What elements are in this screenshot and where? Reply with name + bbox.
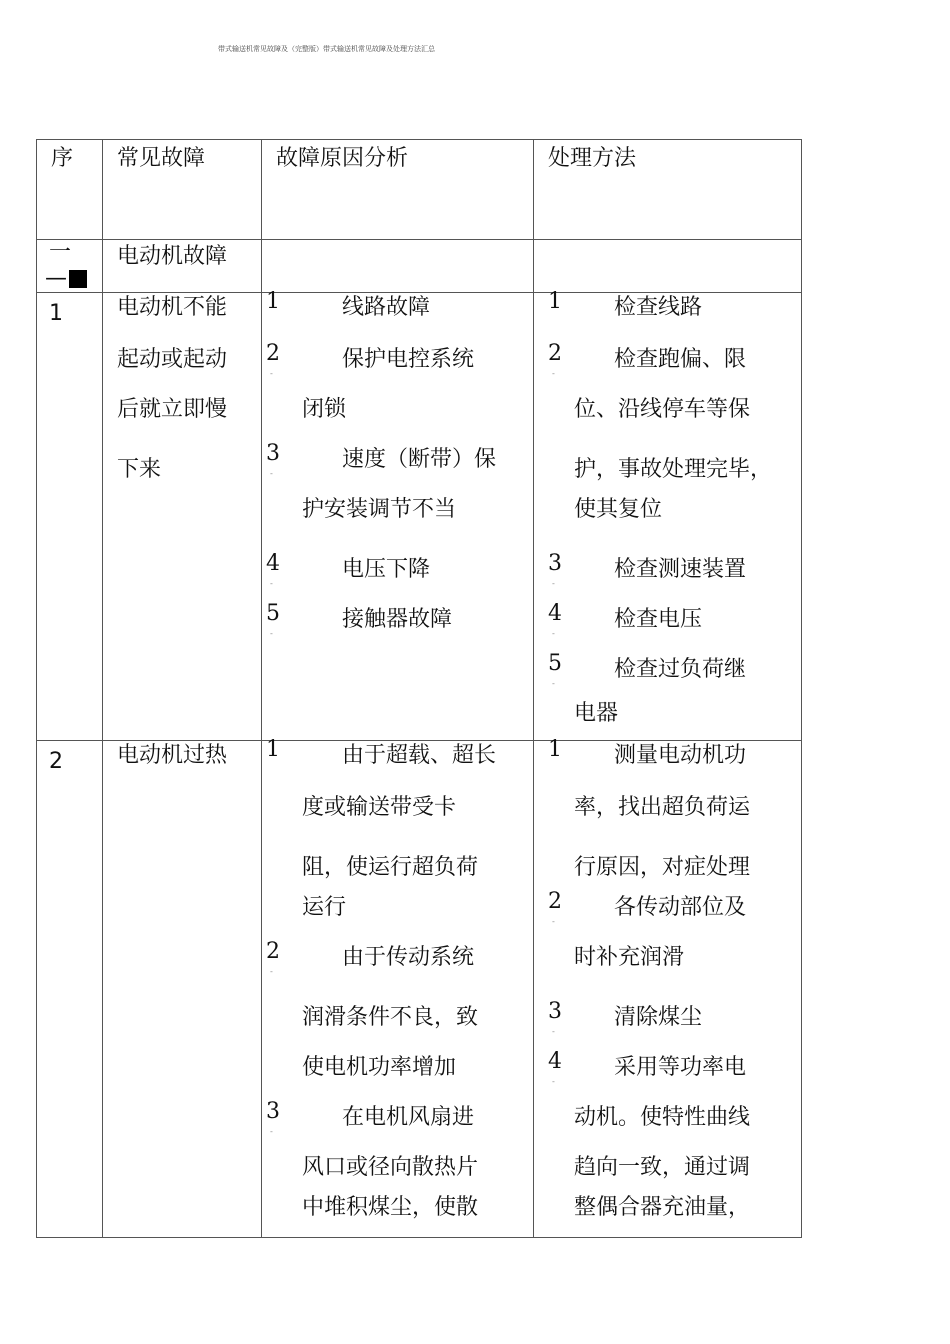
cause-line: 电压下降 [342, 557, 431, 582]
method-number: 2 [548, 341, 562, 366]
square-mark-icon [69, 270, 87, 288]
cause-line: 润滑条件不良，致 [302, 1005, 479, 1030]
section-row [37, 240, 802, 293]
fault-line: 起动或起动 [117, 347, 228, 372]
cause-line: 护安装调节不当 [302, 497, 457, 522]
cause-line: 风口或径向散热片 [302, 1155, 479, 1180]
method-line: 动机。使特性曲线 [574, 1105, 751, 1130]
list-marker-icon: - [552, 369, 555, 378]
list-marker-icon: - [270, 967, 273, 976]
method-line: 位、沿线停车等保 [574, 397, 751, 422]
cause-number: 3 [266, 1099, 280, 1124]
method-line: 整偶合器充油量， [574, 1195, 751, 1220]
method-line: 检查过负荷继 [614, 657, 747, 682]
fault-line: 后就立即慢 [117, 397, 228, 422]
cause-line: 接触器故障 [342, 607, 453, 632]
method-line: 使其复位 [574, 497, 663, 522]
cause-line: 速度（断带）保 [342, 447, 497, 472]
method-line: 检查测速装置 [614, 557, 747, 582]
method-number: 4 [548, 601, 562, 626]
method-line: 检查电压 [614, 607, 703, 632]
table-header-row [37, 140, 802, 240]
method-number: 3 [548, 551, 562, 576]
method-number: 4 [548, 1049, 562, 1074]
cause-number: 2 [266, 341, 280, 366]
cause-line: 在电机风扇进 [342, 1105, 475, 1130]
list-marker-icon: - [270, 579, 273, 588]
fault-line: 电动机不能 [117, 295, 228, 320]
list-marker-icon: - [552, 629, 555, 638]
cause-line: 由于超载、超长 [342, 743, 497, 768]
method-number: 5 [548, 651, 562, 676]
method-number: 1 [548, 289, 562, 314]
page-header: 带式输送机常见故障及（完整版）带式输送机常见故障及处理方法汇总 [218, 45, 435, 53]
list-marker-icon: - [552, 679, 555, 688]
row-index: 1 [49, 301, 63, 326]
method-line: 检查线路 [614, 295, 703, 320]
method-number: 3 [548, 999, 562, 1024]
list-marker-icon: - [552, 579, 555, 588]
section-title: 电动机故障 [103, 240, 262, 293]
method-line: 清除煤尘 [614, 1005, 703, 1030]
list-marker-icon: - [270, 469, 273, 478]
cause-number: 2 [266, 939, 280, 964]
fault-table [36, 139, 802, 1238]
cause-number: 1 [266, 737, 280, 762]
method-line: 时补充润滑 [574, 945, 685, 970]
method-line: 各传动部位及 [614, 895, 747, 920]
header-method: 处理方法 [534, 140, 802, 240]
cause-line: 由于传动系统 [342, 945, 475, 970]
cause-number: 3 [266, 441, 280, 466]
cause-line: 闭锁 [302, 397, 347, 422]
list-marker-icon: - [552, 1077, 555, 1086]
cause-line: 阻，使运行超负荷 [302, 855, 479, 880]
method-line: 护，事故处理完毕， [574, 457, 773, 482]
list-marker-icon: - [270, 1127, 273, 1136]
header-cause: 故障原因分析 [262, 140, 534, 240]
method-line: 测量电动机功 [614, 743, 747, 768]
method-line: 电器 [574, 701, 619, 726]
list-marker-icon: - [270, 369, 273, 378]
cause-number: 4 [266, 551, 280, 576]
cause-line: 使电机功率增加 [302, 1055, 457, 1080]
method-line: 采用等功率电 [614, 1055, 747, 1080]
method-line: 率，找出超负荷运 [574, 795, 751, 820]
section-index: 一 — [37, 240, 103, 293]
header-fault: 常见故障 [103, 140, 262, 240]
cause-line: 度或输送带受卡 [302, 795, 457, 820]
header-index: 序 [37, 140, 103, 240]
method-line: 行原因，对症处理 [574, 855, 751, 880]
method-line: 趋向一致，通过调 [574, 1155, 751, 1180]
list-marker-icon: - [552, 917, 555, 926]
cause-number: 5 [266, 601, 280, 626]
cause-line: 运行 [302, 895, 347, 920]
method-number: 2 [548, 889, 562, 914]
fault-line: 电动机过热 [117, 743, 228, 768]
list-marker-icon: - [270, 629, 273, 638]
cause-line: 保护电控系统 [342, 347, 475, 372]
table-row [37, 293, 802, 741]
method-number: 1 [548, 737, 562, 762]
row-index: 2 [49, 749, 63, 774]
cause-line: 中堆积煤尘，使散 [302, 1195, 479, 1220]
list-marker-icon: - [552, 1027, 555, 1036]
method-line: 检查跑偏、限 [614, 347, 747, 372]
fault-line: 下来 [117, 457, 162, 482]
cause-line: 线路故障 [342, 295, 431, 320]
table-row [37, 741, 802, 1238]
cause-number: 1 [266, 289, 280, 314]
